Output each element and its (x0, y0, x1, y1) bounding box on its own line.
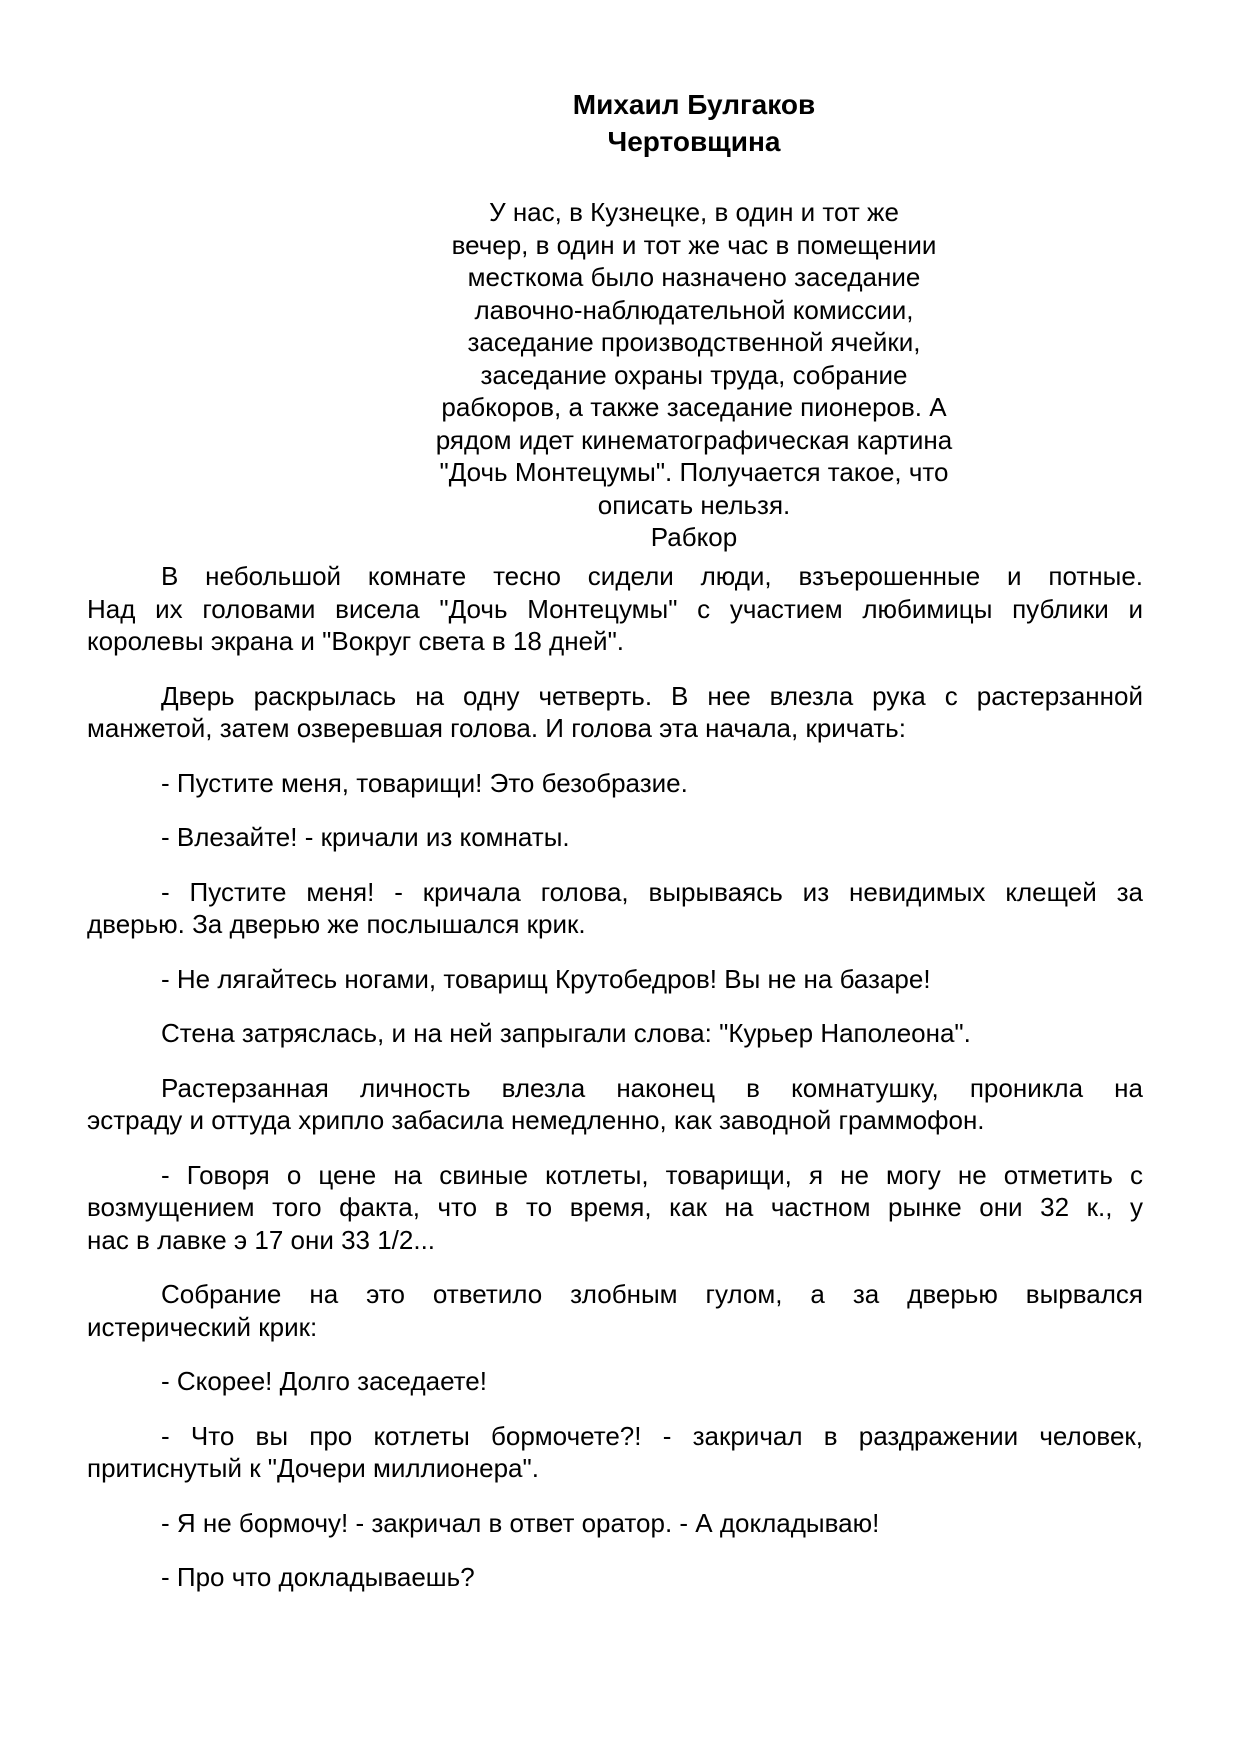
paragraph (87, 1278, 1143, 1343)
paragraph (87, 767, 1143, 800)
paragraph-line: В небольшой комнате тесно сидели люди, взъерошенные и потные. (161, 561, 1143, 591)
paragraph-line: - Я не бормочу! - закричал в ответ оратор. - А докладываю! (161, 1507, 880, 1538)
document-header (388, 86, 1000, 160)
paragraph-line: притиснутый к "Дочери миллионера". (87, 1453, 539, 1483)
paragraph (87, 1507, 1143, 1540)
paragraph-line: - Влезайте! - кричали из комнаты. (161, 822, 570, 852)
epigraph-line: рабкоров, а также заседание пионеров. А (441, 392, 947, 422)
paragraph-line: Растерзанная личность влезла наконец в комнатушку, проникла на (161, 1072, 1143, 1103)
paragraph-line: нас в лавке э 17 они 33 1/2... (87, 1224, 436, 1255)
epigraph-line: вечер, в один и тот же час в помещении (451, 229, 937, 260)
epigraph-line: месткома было назначено заседание (467, 262, 921, 292)
paragraph-line: - Говоря о цене на свиные котлеты, товарищи, я не могу не отметить с (161, 1159, 1143, 1190)
paragraph (87, 1159, 1143, 1257)
epigraph-line: описать нельзя. (597, 489, 791, 520)
epigraph-line: рядом идет кинематографическая картина (435, 424, 953, 455)
epigraph-line: заседание производственной ячейки, (467, 327, 921, 357)
paragraph-line: Стена затряслась, и на ней запрыгали слова: "Курьер Наполеона". (161, 1018, 971, 1048)
paragraph-line: - Не лягайтесь ногами, товарищ Крутобедров! Вы не на базаре! (161, 963, 931, 994)
paragraph-line: - Пустите меня! - кричала голова, вырываясь из невидимых клещей за (161, 876, 1143, 907)
epigraph-line: заседание охраны труда, собрание (480, 359, 908, 390)
paragraph-line: эстраду и оттуда хрипло забасила немедленно, как заводной граммофон. (87, 1105, 985, 1135)
author-name: Михаил Булгаков (572, 89, 816, 120)
paragraph (87, 876, 1143, 941)
paragraph-line: манжетой, затем озверевшая голова. И голова эта начала, кричать: (87, 713, 906, 743)
story-body (87, 560, 1143, 1616)
paragraph (87, 1017, 1143, 1050)
paragraph (87, 1420, 1143, 1485)
paragraph-line: истерический крик: (87, 1311, 318, 1342)
paragraph-line: - Скорее! Долго заседаете! (161, 1366, 487, 1396)
paragraph (87, 560, 1143, 658)
paragraph-line: Дверь раскрылась на одну четверть. В нее влезла рука с растерзанной (161, 680, 1143, 711)
story-title: Чертовщина (607, 126, 781, 157)
paragraph (87, 680, 1143, 745)
paragraph-line: Над их головами висела "Дочь Монтецумы" с участием любимицы публики и (87, 593, 1143, 624)
paragraph-line: - Что вы про котлеты бормочете?! - закричал в раздражении человек, (161, 1420, 1143, 1451)
paragraph-line: дверью. За дверью же послышался крик. (87, 909, 586, 939)
epigraph-line: "Дочь Монтецумы". Получается такое, что (439, 457, 949, 487)
epigraph (388, 196, 1000, 554)
paragraph (87, 1365, 1143, 1398)
epigraph-line: лавочно-наблюдательной комиссии, (474, 294, 914, 325)
epigraph-line: У нас, в Кузнецке, в один и тот же (489, 197, 899, 227)
paragraph-line: возмущением того факта, что в то время, как на частном рынке они 32 к., у (87, 1192, 1143, 1222)
paragraph (87, 1072, 1143, 1137)
paragraph (87, 821, 1143, 854)
epigraph-signature: Рабкор (650, 522, 738, 552)
paragraph (87, 1561, 1143, 1594)
paragraph-line: Собрание на это ответило злобным гулом, а за дверью вырвался (161, 1279, 1143, 1309)
paragraph-line: - Про что докладываешь? (161, 1562, 475, 1592)
paragraph-line: - Пустите меня, товарищи! Это безобразие. (161, 767, 688, 798)
paragraph-line: королевы экрана и "Вокруг света в 18 дней". (87, 626, 625, 656)
paragraph (87, 963, 1143, 996)
